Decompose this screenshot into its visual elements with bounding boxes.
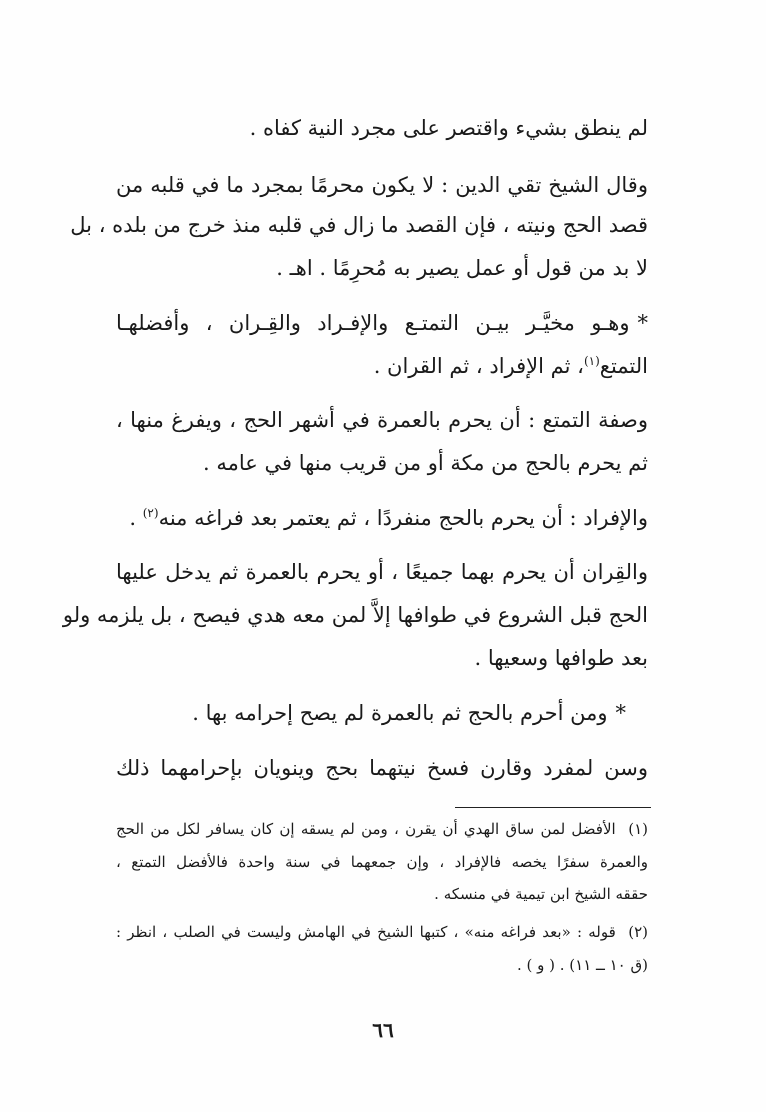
body-line-7 [116, 410, 648, 431]
footnote-1-line-3 [116, 887, 648, 902]
body-line-10 [116, 562, 648, 583]
body-line-3 [70, 213, 648, 237]
footnote-marker-1[interactable]: (١) [583, 354, 600, 368]
body-line-8 [116, 453, 648, 474]
text: التمتع [599, 354, 648, 378]
body-line-13 [116, 703, 626, 724]
footnote-1-line-1 [116, 822, 648, 837]
text: بعد طوافها وسعيها . [474, 646, 648, 670]
text: لا بد من قول أو عمل يصير به مُحرِمًا . اهـ . [276, 256, 648, 280]
text: الأفضل لمن ساق الهدي أن يقرن ، ومن لم يسقه إن كان يسافر لكل من الحج [116, 820, 616, 838]
text: والإفراد : أن يحرم بالحج منفردًا ، ثم يعتمر بعد فراغه منه [158, 506, 648, 530]
text: ثم يحرم بالحج من مكة أو من قريب منها في عامه . [203, 451, 648, 475]
text: قصد الحج ونيته ، فإن القصد ما زال في قلبه منذ خرج من بلده ، بل [70, 213, 648, 237]
text: لم ينطق بشيء واقتصر على مجرد النية كفاه . [249, 116, 648, 140]
body-line-14 [116, 758, 648, 779]
footnote-number-1: (١) [628, 820, 648, 838]
text: ، ثم الإفراد ، ثم القران . [373, 354, 584, 378]
body-line-1 [116, 118, 648, 139]
body-line-6 [116, 355, 648, 377]
body-line-12 [116, 648, 648, 669]
footnote-2-line-2 [116, 958, 648, 973]
text: وسن لمفرد وقارن فسخ نيتهما بحج وينويان بإحرامهما ذلك [116, 756, 648, 780]
text: والقِران أن يحرم بهما جميعًا ، أو يحرم بالعمرة ثم يدخل عليها [116, 560, 648, 584]
body-line-2 [116, 175, 648, 196]
page-number: ٦٦ [372, 1018, 394, 1042]
footnote-marker-2[interactable]: (٢) [142, 506, 159, 520]
body-line-11 [62, 603, 648, 627]
text: ومن أحرم بالحج ثم بالعمرة لم يصح إحرامه بها . [192, 701, 608, 725]
star-bullet: * [615, 701, 626, 725]
body-line-4 [116, 258, 648, 279]
text: قوله : «بعد فراغه منه» ، كتبها الشيخ في الهامش وليست في الصلب ، انظر : [116, 923, 616, 941]
text: والعمرة سفرًا يخصه فالإفراد ، وإن جمعهما في سنة واحدة فالأفضل التمتع ، [116, 853, 648, 871]
body-line-9 [116, 507, 648, 529]
footnote-number-2: (٢) [628, 923, 648, 941]
text: وهـو مخيَّـر بيـن التمتـع والإفـراد والقِـران ، وأفضلهـا [116, 311, 630, 335]
text: حققه الشيخ ابن تيمية في منسكه . [434, 885, 648, 903]
text: . [129, 506, 143, 530]
footnote-1-line-2 [116, 855, 648, 870]
footnote-2-line-1 [116, 925, 648, 940]
text: الحج قبل الشروع في طوافها إلاَّ لمن معه هدي فيصح ، بل يلزمه ولو [62, 603, 648, 627]
text: (ق ١٠ ــ ١١) . ( و ) . [516, 956, 648, 974]
text: وقال الشيخ تقي الدين : لا يكون محرمًا بمجرد ما في قلبه من [116, 173, 648, 197]
footnote-separator [455, 807, 651, 808]
text: وصفة التمتع : أن يحرم بالعمرة في أشهر الحج ، ويفرغ منها ، [116, 408, 648, 432]
body-line-5 [116, 313, 648, 334]
star-bullet: * [637, 311, 648, 335]
